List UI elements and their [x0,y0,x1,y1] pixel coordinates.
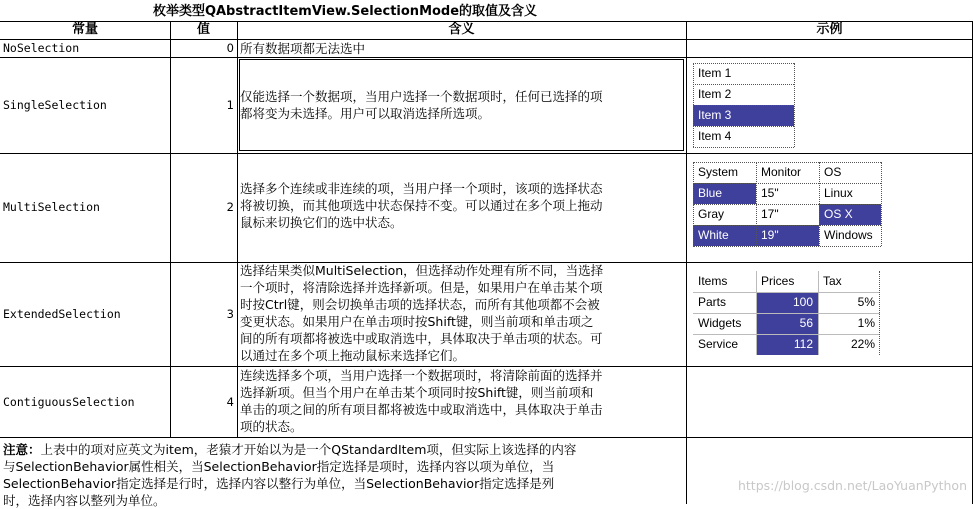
example-grid-cell[interactable]: Windows [824,228,873,242]
description-line: 间的所有项都将被选中或取消选中，具体取决于单击项的状态。可 [240,331,603,346]
description-extendedselection [240,262,682,366]
watermark-text: https://blog.csdn.net/LaoYuanPython [737,478,967,493]
dotted-border [693,63,694,147]
dotted-border [693,105,794,106]
example-grid-cell[interactable]: Blue [693,183,756,204]
description-line: 时按Ctrl键，则会切换单击项的选择状态，而所有其他项都不会被 [240,297,600,312]
grid-line [693,292,880,293]
description-line: 一个项时，将清除选择并选择新项。但是，如果用户在单击某个项 [240,280,603,295]
column-divider [237,21,238,437]
dotted-border [693,126,794,127]
description-singleselection [240,88,682,122]
example-grid-cell[interactable]: 100 [756,292,818,313]
description-line: 仅能选择一个数据项，当用户选择一个数据项时，任何已选择的项 [240,89,603,104]
description-line: 所有数据项都无法选中 [240,41,366,56]
value-cell: 2 [226,200,234,214]
note-line: SelectionBehavior指定选择是行时，选择内容以整行为单位，当SelectionBehavior指定选择是列 [3,476,555,491]
note-line: 与SelectionBehavior属性相关，当SelectionBehavior指定选择是项时，选择内容以项为单位，当 [3,459,555,474]
example-list-item[interactable]: Item 3 [693,105,794,126]
header-value: 值 [196,22,210,37]
constant-singleselection: SingleSelection [3,98,107,112]
row-border [0,153,973,154]
example-list-item[interactable]: Item 4 [698,129,732,143]
header-constant: 常量 [71,22,98,37]
grid-line [693,334,880,335]
example-grid-cell[interactable]: White [693,225,756,246]
dotted-border [819,162,820,246]
example-grid-cell[interactable]: 17" [761,207,779,221]
dotted-border [879,271,880,355]
constant-noselection: NoSelection [3,41,80,55]
table-title: 枚举类型QAbstractItemView.SelectionMode的取值及含义 [152,4,538,19]
single-selection-example [693,63,794,147]
description-line: 项的状态。 [240,419,303,434]
example-grid-cell[interactable]: 5% [857,295,875,309]
header-example: 示例 [816,22,843,37]
constant-extendedselection: ExtendedSelection [3,307,121,321]
note-line: 时，选择内容以整列为单位。 [3,493,166,508]
description-line: 将被切换，而其他项选中状态保持不变。可以通过在多个项上拖动 [240,198,603,213]
dotted-border [693,246,881,247]
constant-contiguousselection: ContiguousSelection [3,395,135,409]
example-grid-cell[interactable]: OS X [819,204,881,225]
example-grid-cell[interactable]: Service [698,337,739,351]
example-grid-cell[interactable]: Linux [824,186,853,200]
dotted-border [693,183,881,184]
example-grid-cell[interactable]: 112 [756,334,818,355]
dotted-border [756,162,757,246]
description-line: 选择多个连续或非连续的项，当用户择一个项时，该项的选择状态 [240,181,603,196]
description-noselection [240,40,682,57]
column-divider [170,21,171,437]
example-grid-cell[interactable]: Gray [698,207,725,221]
example-list-item[interactable]: Item 1 [698,66,732,80]
grid-line [756,271,757,355]
description-contiguousselection [240,367,682,437]
description-line: 连续选择多个项，当用户选择一个数据项时，将清除前面的选择并 [240,368,603,383]
dotted-border [693,162,694,246]
description-line: 变更状态。如果用户在单击项时按Shift键，则当前项和单击项之 [240,314,594,329]
dotted-border [693,84,794,85]
example-list-item[interactable]: Item 2 [698,87,732,101]
note-line: 上表中的项对应英文为item，老猿才开始以为是一个QStandardItem项，但实际上该选择的内容 [40,442,577,457]
example-grid-cell[interactable]: 15" [761,186,779,200]
dotted-border [693,162,881,163]
description-line: 鼠标来切换它们的选中状态。 [240,215,403,230]
description-line: 以通过在多个项上拖动鼠标来选择它们。 [240,348,466,363]
example-grid-cell[interactable]: 19" [756,225,819,246]
description-line: 单击的项之间的所有项目都将被选中或取消选中，具体取决于单击 [240,402,603,417]
multi-selection-example [693,162,881,246]
extended-selection-example [693,271,881,355]
example-grid-cell[interactable]: 56 [756,313,818,334]
example-header-cell[interactable]: OS [824,165,842,179]
note-paragraph [3,441,683,509]
dotted-border [693,204,881,205]
grid-line [818,271,819,355]
example-header-cell[interactable]: Monitor [761,165,802,179]
dotted-border [794,63,795,147]
example-header-cell[interactable]: Prices [761,274,795,288]
dotted-border [693,63,794,64]
grid-line [693,313,880,314]
value-cell: 3 [226,307,234,321]
note-label: 注意： [3,442,41,457]
column-divider [686,21,687,504]
table-bottom-border [0,437,973,438]
example-grid-cell[interactable]: 1% [857,316,875,330]
description-line: 选择新项。但当个用户在单击某个项同时按Shift键，则当前项和 [240,385,594,400]
value-cell: 0 [226,41,234,55]
value-cell: 1 [226,98,234,112]
table-top-border [0,21,973,22]
row-border [0,57,973,58]
example-grid-cell[interactable]: Widgets [698,316,742,330]
example-header-cell[interactable]: Items [698,274,728,288]
description-line: 选择结果类似MultiSelection，但选择动作处理有所不同，当选择 [240,263,604,278]
example-grid-cell[interactable]: 22% [850,337,875,351]
description-line: 都将变为未选择。用户可以取消选择所选项。 [240,106,491,121]
example-header-cell[interactable]: System [698,165,739,179]
description-multiselection [240,180,682,231]
dotted-border [881,162,882,246]
example-header-cell[interactable]: Tax [823,274,842,288]
dotted-border [693,225,881,226]
constant-multiselection: MultiSelection [3,200,100,214]
example-grid-cell[interactable]: Parts [698,295,727,309]
header-meaning: 含义 [448,22,475,37]
dotted-border [693,147,794,148]
value-cell: 4 [226,395,234,409]
